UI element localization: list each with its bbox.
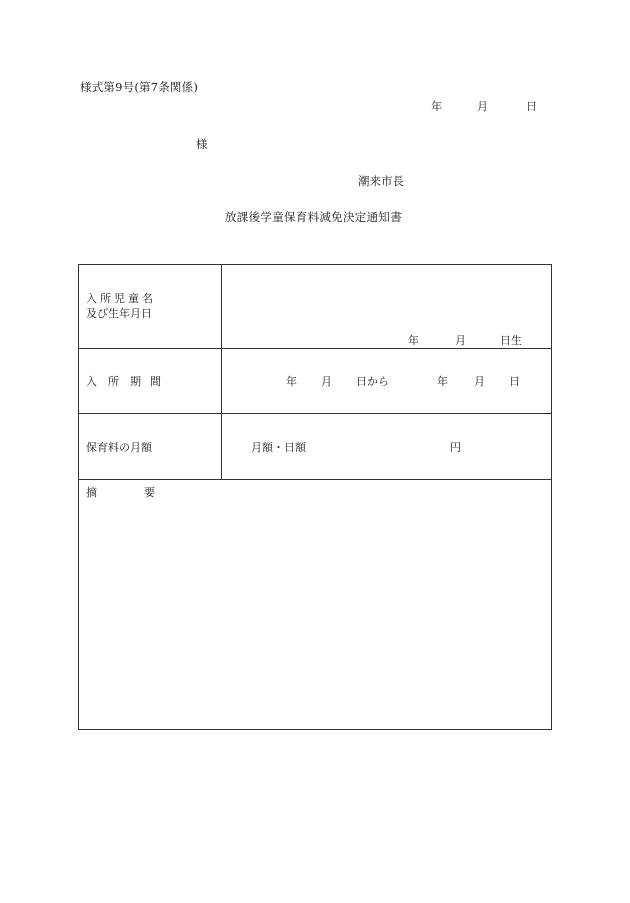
form-number: 様式第9号(第7条関係) [80,80,199,94]
child-name-label: 入所児童名 [86,292,156,305]
fee-label: 保育料の月額 [86,441,152,454]
row-divider [79,348,551,349]
row-divider [79,479,551,480]
to-month-unit: 月 [474,375,485,388]
column-divider [221,265,222,479]
issue-date-year: 年 [431,100,442,113]
period-label-char: 間 [150,375,161,388]
birth-month-unit: 月 [455,334,466,347]
period-label-char: 入 [86,375,97,388]
row-divider [79,413,551,414]
remarks-label [86,487,155,498]
from-year-unit: 年 [286,375,297,388]
birth-year-unit: 年 [408,334,419,347]
document-title: 放課後学童保育料減免決定通知書 [225,210,402,224]
period-label-char: 期 [130,375,141,388]
issue-date [431,101,537,112]
birth-day-unit: 日生 [500,334,522,347]
notice-form-table [78,264,552,730]
issue-date-day: 日 [526,100,537,113]
period-label [86,376,161,387]
birth-date-label: 及び生年月日 [86,307,152,320]
issue-date-month: 月 [477,100,488,113]
fee-currency-unit: 円 [450,441,461,454]
from-month-unit: 月 [321,375,332,388]
from-day-unit: 日から [356,375,389,388]
issuer-name: 潮来市長 [358,174,404,188]
to-day-unit: 日 [509,375,520,388]
remarks-area [80,505,550,728]
period-label-char: 所 [108,375,119,388]
fee-type: 月額・日額 [251,441,306,454]
addressee-suffix: 様 [196,137,208,151]
remarks-label-char: 摘 [86,486,97,499]
remarks-label-char: 要 [144,486,155,499]
to-year-unit: 年 [437,375,448,388]
